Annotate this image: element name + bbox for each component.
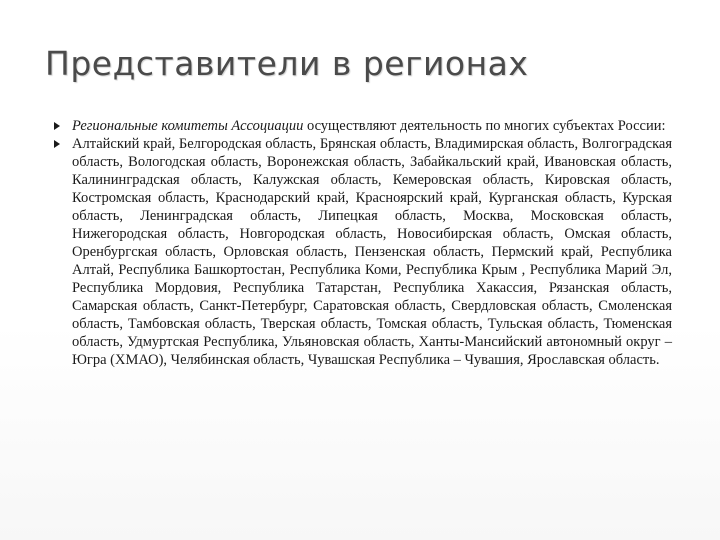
bullet-italic-lead: Региональные комитеты Ассоциации	[72, 118, 304, 134]
bullet-item	[52, 117, 672, 135]
bullet-arrow-icon	[54, 140, 60, 148]
bullet-text: осуществляют деятельность по многих субъектах России:	[303, 118, 666, 134]
bullet-text: Алтайский край, Белгородская область, Брянская область, Владимирская область, Волгоградская область, Вологодская область, Воронежская область, Забайкальский край, Ивановская область, Калининградская область, Калужская область, Кемеровская область, Кировская область, Костромская область, Краснодарский край, Красноярский край, Курганская область, Курская область, Ленинградская область, Липецкая область, Москва, Московская область, Нижегородская область, Новгородская область, Новосибирская область, Омская область, Оренбургская область, Орловская область, Пензенская область, Пермский край, Республика Алтай, Республика Башкортостан, Республика Коми, Республика Крым , Республика Марий Эл, Республика Мордовия, Республика Татарстан, Республика Хакассия, Рязанская область, Самарская область, Санкт-Петербург, Саратовская область, Свердловская область, Смоленская область, Тамбовская область, Тверская область, Томская область, Тульская область, Тюменская область, Удмуртская Республика, Ульяновская область, Ханты-Мансийский автономный округ – Югра (ХМАО), Челябинская область, Чувашская Республика – Чувашия, Ярославская область.	[72, 136, 672, 368]
bullet-list	[52, 117, 672, 369]
bullet-item	[52, 135, 672, 369]
slide-title: Представители в регионах	[45, 44, 529, 83]
bullet-arrow-icon	[54, 122, 60, 130]
